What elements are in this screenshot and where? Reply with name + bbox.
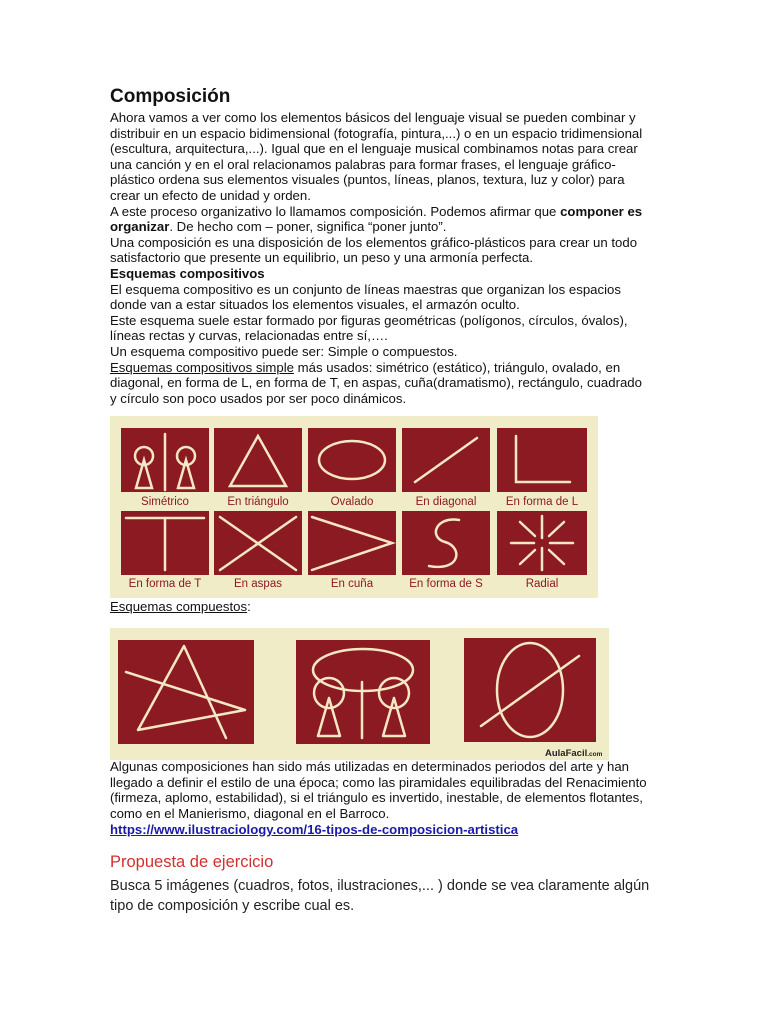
- tile-ovalado: [308, 428, 396, 492]
- esquemas-compuestos-label: Esquemas compuestos:: [110, 599, 251, 614]
- reference-link[interactable]: https://www.ilustraciology.com/16-tipos-de-composicion-artistica: [110, 822, 519, 838]
- esquema-types: Un esquema compositivo puede ser: Simple o compuestos.: [110, 343, 458, 359]
- esquema-definition: El esquema compositivo es un conjunto de líneas maestras que organizan los espacios donde van a estar situados los elementos visuales, el armazón oculto.: [110, 281, 621, 313]
- label-aspas: En aspas: [234, 578, 282, 590]
- label-triangulo: En triángulo: [227, 496, 289, 508]
- exercise-section: [110, 852, 670, 916]
- exercise-text: Busca 5 imágenes (cuadros, fotos, ilustraciones,... ) donde se vea claramente algún tipo de composición y escribe cual es.: [110, 878, 650, 914]
- organizar-paragraph: A este proceso organizativo lo llamamos composición. Podemos afirmar que componer es organizar. De hecho com – poner, significa “poner junto”.: [110, 203, 643, 235]
- label-forma-l: En forma de L: [505, 496, 579, 508]
- exercise-heading: Propuesta de ejercicio: [110, 853, 274, 871]
- label-diagonal: En diagonal: [415, 496, 477, 508]
- compound-schemes-figure: [110, 628, 609, 760]
- label-cuna: En cuña: [330, 578, 374, 590]
- label-radial: Radial: [525, 578, 559, 590]
- label-simetrico: Simétrico: [141, 496, 189, 508]
- label-forma-t: En forma de T: [128, 578, 202, 590]
- simple-schemes-figure: [110, 416, 598, 598]
- esquemas-simple-paragraph: Esquemas compositivos simple más usados: simétrico (estático), triángulo, ovalado, en diagonal, en forma de L, en forma de T, en aspas, cuña(dramatismo), rectángulo, cuadrado y círculo son poco usados por ser poco dinámicos.: [110, 359, 642, 406]
- main-text: [110, 86, 650, 406]
- label-ovalado: Ovalado: [330, 496, 374, 508]
- styles-paragraph: Algunas composiciones han sido más utilizadas en determinados periodos del arte y han llegado a definir el estilo de una época; como las piramidales equilibradas del Renacimiento (firmeza, aplomo, estabilidad), si el triángulo es invertido, inestable, de elementos flotantes, como en el Manierismo, diagonal en el Barroco.: [110, 759, 647, 821]
- esquema-figures: Este esquema suele estar formado por figuras geométricas (polígonos, círculos, óvalos), líneas rectas y curvas, relacionadas entre sí,….: [110, 312, 628, 344]
- closing-text: [110, 759, 650, 839]
- aulafacil-watermark: AulaFacil.com: [545, 748, 603, 759]
- intro-paragraph: Ahora vamos a ver como los elementos básicos del lenguaje visual se pueden combinar y distribuir en un espacio bidimensional (fotografía, pintura,...) o en un espacio tridimensional (escultura, arquitectura,...). Igual que en el lenguaje musical combinamos notas para crear una canción y en el oral relacionamos palabras para formar frases, el lenguaje gráfico-plástico ordena sus elementos visuales (puntos, líneas, planos, textura, luz y color) para crear un efecto de unidad y orden.: [110, 110, 643, 203]
- page-title: Composición: [110, 86, 231, 107]
- esquemas-heading: Esquemas compositivos: [110, 265, 265, 281]
- composicion-paragraph: Una composición es una disposición de los elementos gráfico-plásticos para crear un todo satisfactorio que presente un equilibrio, un peso y una armonía perfecta.: [110, 234, 638, 266]
- label-forma-s: En forma de S: [409, 578, 483, 590]
